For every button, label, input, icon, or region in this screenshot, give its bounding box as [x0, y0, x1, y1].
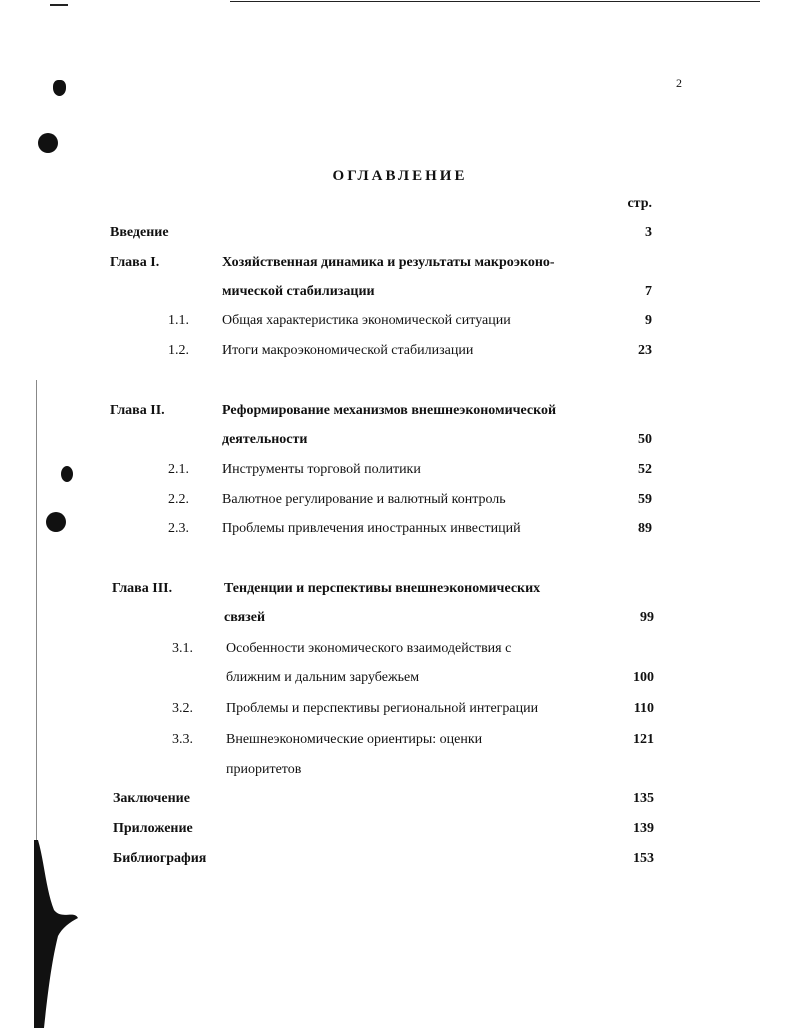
- toc-label-section: 1.1.: [168, 313, 189, 328]
- toc-label-section: 2.1.: [168, 462, 189, 477]
- toc-label-chapter: Глава III.: [112, 581, 173, 596]
- toc-title-section: Особенности экономического взаимодействия с: [226, 641, 512, 656]
- toc-page: 89: [638, 521, 652, 536]
- toc-page: 9: [645, 313, 652, 328]
- toc-label-chapter: Глава II.: [110, 403, 165, 418]
- toc-label-chapter: Глава I.: [110, 255, 160, 270]
- toc-page: 99: [640, 610, 654, 625]
- scan-line-top: [230, 1, 760, 2]
- toc-label-section: 2.3.: [168, 521, 189, 536]
- punch-hole-mark: [38, 133, 58, 153]
- page-title: ОГЛАВЛЕНИЕ: [332, 168, 468, 184]
- toc-page: 3: [645, 225, 652, 240]
- punch-hole-mark: [61, 466, 73, 482]
- toc-label-section: 3.3.: [172, 732, 193, 747]
- toc-title-chapter-cont: мической стабилизации: [222, 284, 375, 299]
- toc-label-section: 1.2.: [168, 343, 189, 358]
- toc-title-section: Проблемы привлечения иностранных инвестиций: [222, 521, 521, 536]
- toc-title-chapter: Реформирование механизмов внешнеэкономической: [222, 403, 557, 418]
- toc-label-conclusion: Заключение: [113, 791, 190, 806]
- toc-label-introduction: Введение: [110, 225, 169, 240]
- toc-page: 110: [633, 701, 654, 716]
- toc-label-section: 3.1.: [172, 641, 193, 656]
- toc-page: 7: [645, 284, 652, 299]
- scan-shadow: [34, 840, 84, 1028]
- toc-label-appendix: Приложение: [113, 821, 193, 836]
- toc-title-section-cont: приоритетов: [226, 762, 302, 777]
- toc-page: 100: [633, 670, 654, 685]
- toc-page: 23: [638, 343, 652, 358]
- toc-label-section: 2.2.: [168, 492, 189, 507]
- toc-page: 50: [638, 432, 652, 447]
- toc-page: 59: [638, 492, 652, 507]
- toc-title-section: Проблемы и перспективы региональной интеграции: [226, 701, 539, 716]
- toc-page: 52: [638, 462, 652, 477]
- page-column-label: стр.: [627, 196, 652, 211]
- toc-page: 121: [633, 732, 654, 747]
- toc-title-chapter: Хозяйственная динамика и результаты макроэконо-: [222, 255, 555, 270]
- toc-title-section-cont: ближним и дальним зарубежьем: [226, 670, 420, 685]
- toc-title-chapter: Тенденции и перспективы внешнеэкономических: [224, 581, 541, 596]
- scan-line-corner: [50, 4, 68, 6]
- toc-page: 135: [633, 791, 654, 806]
- toc-title-section: Валютное регулирование и валютный контроль: [222, 492, 506, 507]
- toc-title-section: Общая характеристика экономической ситуации: [222, 313, 511, 328]
- page-number: 2: [676, 76, 682, 90]
- toc-label-bibliography: Библиография: [113, 851, 207, 866]
- toc-page: 153: [633, 851, 654, 866]
- toc-title-section: Итоги макроэкономической стабилизации: [222, 343, 474, 358]
- punch-hole-mark: [53, 80, 66, 96]
- toc-title-section: Внешнеэкономические ориентиры: оценки: [226, 732, 483, 747]
- toc-title-chapter-cont: деятельности: [222, 432, 308, 447]
- toc-label-section: 3.2.: [172, 701, 193, 716]
- punch-hole-mark: [46, 512, 66, 532]
- toc-title-section: Инструменты торговой политики: [222, 462, 421, 477]
- toc-page: 139: [633, 821, 654, 836]
- toc-title-chapter-cont: связей: [224, 610, 266, 625]
